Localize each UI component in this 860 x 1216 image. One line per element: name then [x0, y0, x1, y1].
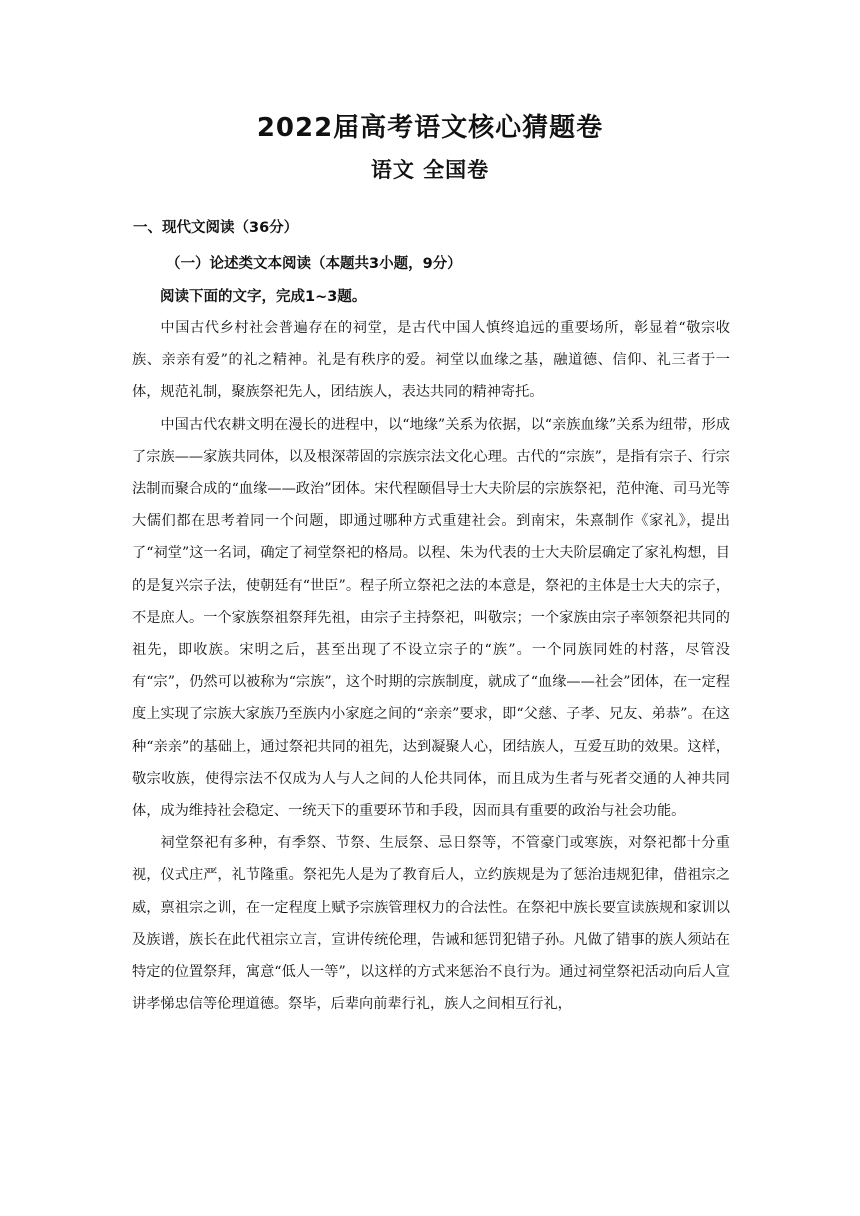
sub-section-heading: （一）论述类文本阅读（本题共3小题，9分） [166, 256, 462, 272]
section-heading: 一、现代文阅读（36分） [133, 220, 299, 236]
passage-paragraph: 祠堂祭祀有多种，有季祭、节祭、生辰祭、忌日祭等，不管豪门或寒族，对祭祀都十分重视，仪式庄严，礼节隆重。祭祀先人是为了教育后人，立约族规是为了惩治违规犯律，借祖宗之威，禀祖宗之训，在一定程度上赋予宗族管理权力的合法性。在祭祀中族长要宣读族规和家训以及族谱，族长在此代祖宗立言，宣讲传统伦理，告诫和惩罚犯错子孙。凡做了错事的族人须站在特定的位置祭拜，寓意“低人一等”，以这样的方式来惩治不良行为。通过祠堂祭祀活动向后人宣讲孝悌忠信等伦理道德。祭毕，后辈向前辈行礼，族人之间相互行礼， [132, 835, 730, 1013]
exam-title: 2022届高考语文核心猜题卷 [256, 113, 604, 143]
passage-paragraph: 中国古代乡村社会普遍存在的祠堂，是古代中国人慎终追远的重要场所，彰显着“敬宗收族、亲亲有爱”的礼之精神。礼是有秩序的爱。祠堂以血缘之基，融道德、信仰、礼三者于一体，规范礼制，聚族祭祀先人，团结族人，表达共同的精神寄托。 [132, 320, 730, 401]
reading-instruction: 阅读下面的文字，完成1~3题。 [160, 289, 367, 305]
passage-paragraph: 中国古代农耕文明在漫长的进程中，以“地缘”关系为依据，以“亲族血缘”关系为纽带，形成了宗族——家族共同体，以及根深蒂固的宗族宗法文化心理。古代的“宗族”，是指有宗子、行宗法制而聚合成的“血缘——政治”团体。宋代程颐倡导士大夫阶层的宗族祭祀，范仲淹、司马光等大儒们都在思考着同一个问题，即通过哪种方式重建社会。到南宋，朱熹制作《家礼》，提出了“祠堂”这一名词，确定了祠堂祭祀的格局。以程、朱为代表的士大夫阶层确定了家礼构想，目的是复兴宗子法，使朝廷有“世臣”。程子所立祭祀之法的本意是，祭祀的主体是士大夫的宗子，不是庶人。一个家族祭祖祭拜先祖，由宗子主持祭祀，叫敬宗；一个家族由宗子率领祭祀共同的祖先，即收族。宋明之后，甚至出现了不设立宗子的“族”。一个同族同姓的村落，尽管没有“宗”，仍然可以被称为“宗族”，这个时期的宗族制度，就成了“血缘——社会”团体，在一定程度上实现了宗族大家族乃至族内小家庭之间的“亲亲”要求，即“父慈、子孝、兄友、弟恭”。在这种“亲亲”的基础上，通过祭祀共同的祖先，达到凝聚人心，团结族人，互爱互助的效果。这样，敬宗收族，使得宗法不仅成为人与人之间的人伦共同体，而且成为生者与死者交通的人神共同体，成为维持社会稳定、一统天下的重要环节和手段，因而具有重要的政治与社会功能。 [132, 416, 730, 820]
reading-passage [132, 312, 730, 1020]
exam-subtitle: 语文 全国卷 [370, 158, 490, 182]
